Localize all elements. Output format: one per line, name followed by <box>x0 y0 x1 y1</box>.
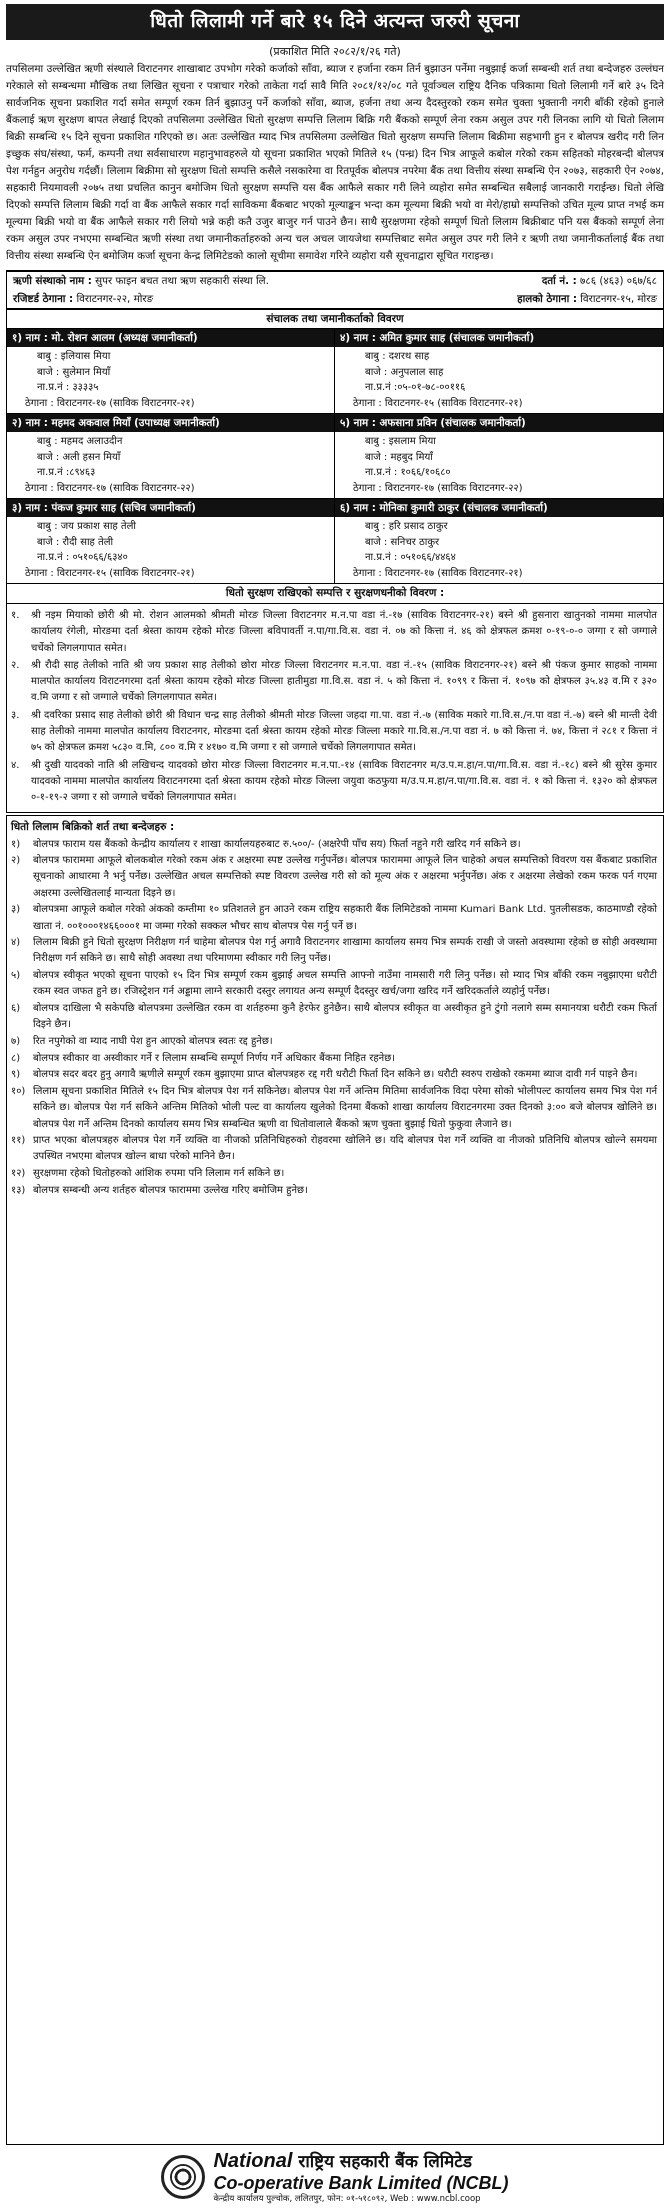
property-item-text: श्री रौदी साह तेलीको नाति श्री जय प्रकाश साह तेलीको छोरा मोरङ जिल्ला विराटनगर म.न.पा. वडा नं.-१५ (साविक विराटनगर-२१) बस्ने श्री पंकज कुमार साहको नाममा मालपोत कार्यालय विराटनगरमा दर्ता श्रेस्ता कायम रहेको मोरङ जिल्ला हातीमुडा गा.वि.स. वडा नं. ५ को कित्ता नं. १०९९ र कित्ता नं. १०९७ को क्षेत्रफल ३५.४३ व.मि र ३२० व.मि जग्गा र सो जग्गाले चर्चेको लिगलगापात समेत। <box>31 659 657 704</box>
conditions-title: धितो लिलाम बिक्रिको शर्त तथा बन्देजहरु : <box>11 820 175 833</box>
member-detail: बाबु : महमद अलाउदीन <box>37 436 123 447</box>
property-section-title: धितो सुरक्षण राखिएको सम्पत्ति र सुरक्षणधनीको विवरण : <box>6 584 664 604</box>
member-detail: बाजे : अनुपलाल साह <box>365 366 444 378</box>
condition-item <box>11 1034 657 1050</box>
members-grid <box>6 329 664 584</box>
condition-item <box>11 1166 657 1182</box>
property-item <box>11 708 657 757</box>
condition-item <box>11 1183 657 1199</box>
property-item-text: श्री नइम मियाको छोरी श्री मो. रोशन आलमको श्रीमती मोरङ जिल्ला विराटनगर म.न.पा वडा नं.-१७ (साविक विराटनगर-२१) बस्ने श्री हुसनारा खातुनको नाममा मालपोत कार्यालय रंगेली, मोरङमा दर्ता श्रेस्ता कायम रहेको मोरङ जिल्ला बविपावर्ती न.पा/गा.वि.स. वडा नं. ०७ को कित्ता नं. ४६ को क्षेत्रफल क्रमश ०-१९-०-० जग्गा र सो जग्गाले चर्चेको लिगलगापात समेत। <box>31 610 657 654</box>
brand-name-en-line2: Co-operative Bank Limited (NCBL) <box>213 2173 509 2193</box>
property-item <box>11 758 657 807</box>
member-detail: ना.प्र.नं : ०५१०६६/६३४० <box>37 552 128 563</box>
member-detail: बाबु : हरि प्रसाद ठाकुर <box>365 521 448 532</box>
borrower-name-field: ऋणी संस्थाको नाम : सुपर फाइन बचत तथा ऋण सहकारी संस्था लि. <box>13 275 269 287</box>
condition-item-number: ६) <box>11 1003 21 1015</box>
member-detail: ठेगाना : विराटनगर-१७ (साविक विराटनगर-२१) <box>353 567 523 579</box>
condition-item <box>11 1084 657 1133</box>
borrower-info <box>6 272 664 309</box>
brand-name-en: National <box>213 2150 293 2172</box>
condition-item <box>11 837 657 853</box>
property-item-text: श्री दवरिका प्रसाद साह तेलीको छोरी श्री विधान चन्द्र साह तेलीको श्रीमती मोरङ जिल्ला जहदा गा.पा. वडा नं.-७ (साविक मकारे गा.वि.स./न.पा वडा नं.-७) बस्ने श्री मान्ती देवी साह तेलीको नाममा मालपोत कार्यालय विराटनगर, मोरङमा दर्ता श्रेस्ता कायम रहेको मोरङ जिल्ला मकारे गा.वि.स./न.पा वडा नं. ७ को कित्ता नं. ७४, कित्ता नं २८१ र कित्ता नं ७५ को क्षेत्रफल क्रमश ५८३० व.मि, ८०० व.मि र ४१७० व.मि जग्गा र सो जग्गाले चर्चेको लिगलगापात समेत। <box>31 709 657 754</box>
condition-item-number: ११) <box>11 1135 26 1147</box>
condition-item-text: रित नपुगेको वा म्याद नाघी पेश हुन आएको बोलपत्र स्वतः रद्द हुनेछ। <box>33 1036 273 1047</box>
member-detail: बाबु : दशरथ साह <box>365 351 430 362</box>
members-section-title: संचालक तथा जमानीकर्ताको विवरण <box>6 309 664 329</box>
property-item-number: २. <box>11 659 20 671</box>
member-detail: ठेगाना : विराटनगर-१५ (साविक विराटनगर-२१) <box>25 567 195 579</box>
bank-address: केन्द्रीय कार्यालय पुल्चोक, ललितपुर, फोन: ०१-५१८०९२, Web : www.ncbl.coop <box>213 2194 481 2204</box>
condition-item-text: बोलपत्रमा आफूले कबोल गरेको अंकको कम्तीमा १० प्रतिशतले हुन आउने रकम राष्ट्रिय सहकारी बैंक लिमिटेडको नाममा Kumari Bank Ltd. पुतलीसडक, काठमाण्डौ रहेको खाता नं. ००१०००१४६६०००१ मा जम्मा गरेको सक्कल भौचर साथ बोलपत्र पेस गर्नु पर्ने छ। <box>33 904 657 932</box>
member-detail: ठेगाना : विराटनगर-१७ (साविक विराटनगर-२२) <box>25 482 195 494</box>
condition-item-number: ३) <box>11 904 21 916</box>
member-detail: बाजे : सुलेमान मियाँ <box>37 366 111 378</box>
published-date: (प्रकाशित मिति २०८२/१/२६ गते) <box>269 45 401 58</box>
current-address-field: हालको ठेगाना : विराटनगर-१५, मोरङ <box>517 293 657 305</box>
registered-address-field: रजिष्टर्ड ठेगाना : विराटनगर-२२, मोरङ <box>13 293 154 305</box>
member-detail: बाजे : सनिचर ठाकुर <box>365 536 440 548</box>
conditions-list <box>11 837 657 1199</box>
member-name: ६) नाम : मोनिका कुमारी ठाकुर (संचालक जमानीकर्ता) <box>335 499 663 517</box>
condition-item-text: लिलाम बिक्री हुने धितो सुरक्षण निरीक्षण गर्न चाहेमा बोलपत्र पेश गर्नु अगावै विराटनगर शाखामा कार्यालय समय भित्र सम्पर्क राखी जे जस्तो अवस्थामा रहेको छ सोही अवस्थामा निरीक्षण गर्न सकिने छ। साथै सोही अवस्था तथा परिमाणमा स्वीकार गरी लिनु पर्नेछ। <box>33 937 657 965</box>
borrower-row-1 <box>7 272 663 290</box>
brand-name-np: राष्ट्रिय सहकारी बैंक लिमिटेड <box>298 2152 472 2172</box>
condition-item-text: बोलपत्र सदर बदर हुनु अगावै ऋणीले सम्पूर्ण रकम बुझाएमा प्राप्त बोलपत्रहरु रद्द गरी धरौटी फिर्ता दिन सकिने छ। धरौटी स्वरुप राखेको रकममा ब्याज दावी गर्न पाइने छैन। <box>33 1069 638 1081</box>
condition-item-number: ५) <box>11 970 21 982</box>
condition-item-text: बोलपत्र स्वीकार वा अस्वीकार गर्ने र लिलाम सम्बन्धि सम्पूर्ण निर्णय गर्ने अधिकार बैंकमा निहित रहनेछ। <box>33 1052 395 1064</box>
condition-item-text: बोलपत्र स्वीकृत भएको सूचना पाएको १५ दिन भित्र सम्पूर्ण रकम बुझाई अचल सम्पत्ति आफ्नो नाउँमा नामसारी गरी लिनु पर्नेछ। सो म्याद भित्र बाँकी रकम नबुझाएमा धरौटी रकम स्वत जफत हुने छ। रजिस्ट्रेशन गर्न अड्डामा लाग्ने सरकारी दस्तुर लगायत अन्य सम्पूर्ण दैदस्तुर खर्च/जगा खरिद गर्ने खरिदकर्ताले व्यहोर्नु पर्नेछ। <box>33 970 657 998</box>
condition-item-number: १०) <box>11 1086 26 1098</box>
condition-item-number: २) <box>11 855 21 867</box>
condition-item-number: ७) <box>11 1036 21 1047</box>
condition-item-number: १३) <box>11 1184 26 1196</box>
member-detail: ना.प्र.नं : ३३३३५ <box>37 382 99 393</box>
member-card <box>7 329 335 414</box>
condition-item-text: सुरक्षणमा रहेको धितोहरुको आंशिक रुपमा पनि लिलाम गर्न सकिने छ। <box>33 1168 285 1180</box>
member-detail: बाजे : रौदी साह तेली <box>37 536 114 548</box>
member-name: ३) नाम : पंकज कुमार साह (सचिव जमानीकर्ता) <box>7 499 334 517</box>
member-detail: बाजे : महबुद मियाँ <box>365 451 433 463</box>
condition-item-number: ४) <box>11 937 21 949</box>
property-item <box>11 608 657 657</box>
member-detail: ठेगाना : विराटनगर-१५ (साविक विराटनगर-२१) <box>353 397 523 409</box>
condition-item-text: बोलपत्र सम्बन्धी अन्य शर्तहरु बोलपत्र फाराममा उल्लेख गरिए बमोजिम हुनेछ। <box>33 1184 308 1196</box>
member-card <box>335 329 663 414</box>
condition-item-number: १) <box>11 838 21 850</box>
condition-item-number: ८) <box>11 1052 21 1064</box>
borrower-row-2 <box>7 290 663 308</box>
condition-item <box>11 1067 657 1083</box>
condition-item-text: लिलाम सूचना प्रकाशित मितिले १५ दिन भित्र बोलपत्र पेश गर्न सकिनेछ। बोलपत्र पेश गर्ने अन्तिम मितिमा सार्वजनिक विदा परेमा सोको भोलीपल्ट कार्यालय समय भित्र पेश गर्न सकिने छ। बोलपत्र पेश गर्न सकिने अन्तिम मितिको भोली पल्ट वा कार्यालय खुलेको दिनमा बैंकको शाखा कार्यालय विराटनगरमा उक्त दिनको ३:०० बजे बोलपत्र खोलिने छ। बोलपत्र पेश गर्ने अन्तिम दिनको कार्यालय समय भित्र सम्बन्धित ऋणी वा धितोवालाले बैंकको ऋण चुक्ता बुझाई धितो फुकुवा लैजाने छ। <box>33 1086 657 1130</box>
member-detail: बाबु : इसलाम मिया <box>365 436 436 447</box>
member-card <box>7 499 335 584</box>
condition-item <box>11 902 657 934</box>
member-card <box>7 414 335 499</box>
registration-number-field: दर्ता नं. : ७८६ (४६३) ०६७/६८ <box>541 275 657 287</box>
condition-item <box>11 935 657 967</box>
member-detail: बाबु : जय प्रकाश साह तेली <box>37 521 136 532</box>
condition-item-number: ९) <box>11 1069 21 1081</box>
member-card <box>335 414 663 499</box>
property-item <box>11 658 657 707</box>
property-list <box>6 604 664 813</box>
condition-item <box>11 1051 657 1067</box>
bank-logo <box>161 2155 205 2199</box>
member-detail: ठेगाना : विराटनगर-१७ (साविक विराटनगर-२२) <box>353 482 523 494</box>
member-detail: ना.प्र.नं :८९४६३ <box>37 467 96 478</box>
member-detail: बाजे : अली हसन मियाँ <box>37 451 121 463</box>
notice-title: धितो लिलामी गर्ने बारे १५ दिने अत्यन्त जरुरी सूचना <box>6 4 664 40</box>
condition-item-number: १२) <box>11 1168 26 1180</box>
notice-intro: तपसिलमा उल्लेखित ऋणी संस्थाले विराटनगर शाखाबाट उपभोग गरेको कर्जाको साँवा, ब्याज र हर्जाना रकम तिर्न बुझाउन पर्नेमा नबुझाई कर्जा सम्बन्धी शर्त तथा बन्देजहरु उल्लंघन गरेकाले सो सम्बन्धमा मौखिक तथा लिखित सूचना र पत्राचार गरेको ताकेता गर्दा सावै मिति २०८१/१२/०८ गते पूर्वाञ्चल राष्ट्रिय दैनिक पत्रिकामा धितो लिलामी गर्ने बारे ३५ दिने सार्वजनिक सूचना प्रकाशित गर्दा समेत सम्पूर्ण रकम तिर्न बुझाउनु पर्ने कर्जाको साँवा, ब्याज, हर्जना तथा अन्य दैदस्तुरको रकम समेत चुक्ता भुक्तानी नगरी बाँकी रहेको हुनाले बैंकलाई ऋण सुरक्षण बापत लेखाई दिएको तपसिलमा उल्लेखित धितो सुरक्षण सम्पत्ति लिलाम बिक्रि गरी बैंकको सम्पूर्ण लेना रकम असुल उपर गरी लिनका लागि यो धितो लिलाम बिक्री सम्बन्धि १५ दिने सूचना प्रकाशित गरिएको छ। अतः उल्लेखित म्याद भित्र तपसिलमा उल्लेखित धितो सुरक्षण सम्पत्ति लिलाम बिक्रीमा सहभागी हुन र बोलपत्र खरीद गरी लिन इच्छुक संघ/संस्था, फर्म, कम्पनी तथा सर्वसाधारण महानुभावहरुले यो सूचना प्रकाशित भएको मितिले १५ (पन्ध्र) दिन भित्र आफूले कबोल गरेको रकम सहितको मोहरबन्दी बोलपत्र पेश गर्नहुन अनुरोध गर्दछौं। लिलाम बिक्रीमा सो सुरक्षण धितो सम्पत्ति कसैले नसकारेमा वा रितपूर्वक बोलपत्र नपरेमा बैंक तथा वित्तीय संस्था सम्बन्धि ऐन २०७३, सहकारी ऐन २०७४, सहकारी नियमावली २०७५ तथा प्रचलित कानुन बमोजिम धितो सुरक्षण सम्पत्ति यस बैंक आफैले सकार गरी लिने व्यहोरा समेत सम्बन्धित सबैलाई जानकारी गराईन्छ। धितो लेखि दिएको सम्पत्ति लिलाम बिक्री गर्दा वा बैंक आफैले सकार गर्दा साविकमा बैंकबाट भएको मूल्याङ्कन भन्दा कम मूल्यमा बिक्री भयो वा मेरो/हाम्रो सम्पत्तिको उचित मूल्य प्राप्त नभई कम मूल्यमा बिक्री भयो वा बैंक आफैले सकार गरी लियो भन्ने कही कतै उजुर बाजुर गर्न पाउने छैन। साथै सुरक्षणमा रहेको सम्पूर्ण धितो लिलाम बिक्रीबाट पनि यस बैंकको सम्पूर्ण लेना रकम असुल उपर नभएमा सम्बन्धित ऋणी संस्था तथा जमानीकर्ताहरुको अन्य चल अचल जायजेथा सम्पत्तिबाट समेत असुल उपर गरी लिने र ऋणी तथा जमानीकर्तालाई बैंक तथा वित्तीय संस्था सम्बन्धि ऐन बमोजिम कर्जा सूचना केन्द्र लिमिटेडको कालो सूचीमा समावेश गरिने व्यहोरा यसै सूचनाद्वारा सूचित गराइन्छ। <box>6 61 664 272</box>
member-detail: ना.प्र.नं :०५-०१-७८-००११६ <box>365 382 466 393</box>
member-detail: बाबु : इलियास मिया <box>37 351 111 362</box>
condition-item-text: बोलपत्र दाखिला भै सकेपछि बोलपत्रमा उल्लेखित रकम वा शर्तहरुमा कुनै हेरफेर हुनेछैन। साथै बोलपत्र स्वीकृत वा अस्वीकृत हुने टुंगो नलागे सम्म समानयत्रा धरौटी रकम फिर्ता दिइने छैन। <box>33 1003 657 1031</box>
condition-item <box>11 1133 657 1165</box>
conditions-section <box>6 815 664 2145</box>
property-item-text: श्री दुखी यादवको नाति श्री लखिचन्द यादवको छोरा मोरङ जिल्ला विराटनगर म.न.पा.-१४ (साविक विराटनगर म/उ.प.म.हा/न.पा/गा.वि.स. वडा नं.-१८) बस्ने श्री सुरेस कुमार यादवको नाममा मालपोत कार्यालय विराटनगरमा दर्ता श्रेस्ता कायम रहेको मोरङ जिल्ला जयुवा कठफुया म/उ.प.म.हा/न.पा/गा.वि.स. वडा नं. १ को कित्ता नं. १३२० को क्षेत्रफल ०-१-१९-२ जग्गा र सो जग्गाले चर्चेको लिगलगापात समेत। <box>31 759 657 804</box>
member-detail: ना.प्र.नं : १०६६/१०६८० <box>365 467 451 478</box>
bank-brand <box>213 2149 508 2205</box>
condition-item-text: बोलपत्र फाराम यस बैंकको केन्द्रीय कार्यालय र शाखा कार्यालयहरुबाट रु.५००/- (अक्षरेपी पाँच सय) फिर्ता नहुने गरी खरिद गर्न सकिने छ। <box>33 838 521 850</box>
condition-item <box>11 1001 657 1033</box>
member-name: ४) नाम : अमित कुमार साह (संचालक जमानीकर्ता) <box>335 329 663 347</box>
condition-item <box>11 853 657 902</box>
member-name: १) नाम : मो. रोशन आलम (अध्यक्ष जमानीकर्ता) <box>7 329 334 347</box>
condition-item-text: प्राप्त भएका बोलपत्रहरु बोलपत्र पेश गर्ने व्यक्ति वा नीजको प्रतिनिधिहरुको रोहवरमा खोलिने छ। यदि बोलपत्र पेश गर्ने व्यक्ति वा नीजको प्रतिनिधि बोलपत्र खोल्ने समयमा उपस्थित नभएमा बोलपत्र खोल्न बाधा परेको मानिने छैन। <box>33 1135 657 1163</box>
property-item-number: ३. <box>11 709 20 721</box>
member-name: २) नाम : महमद अकवाल मियाँ (उपाध्यक्ष जमानीकर्ता) <box>7 414 334 432</box>
condition-item-text: बोलपत्र फाराममा आफूले बोलकबोल गरेको रकम अंक र अक्षरमा स्पष्ट उल्लेख गर्नुपर्नेछ। बोलपत्र फाराममा आफूले लिन चाहेको अचल सम्पत्तिको विवरण यस बैंकबाट प्रकाशित सूचनाको आधारमा नै भर्नु पर्नेछ। उल्लेखित अचल सम्पत्तिको स्पष्ट विवरण उल्लेख गरी सो को मूल्य अंक र अक्षरमा भर्नुपर्नेछ। अंक र अक्षरमा लेखेको रकम फरक पर्न गएमा अक्षरमा उल्लेखितलाई मान्यता दिइने छ। <box>33 855 657 899</box>
footer <box>6 2145 664 2205</box>
member-name: ५) नाम : अफसाना प्रविन (संचालक जमानीकर्ता) <box>335 414 663 432</box>
member-detail: ठेगाना : विराटनगर-१७ (साविक विराटनगर-२१) <box>25 397 195 409</box>
condition-item <box>11 968 657 1000</box>
member-card <box>335 499 663 584</box>
property-item-number: ४. <box>11 759 20 771</box>
member-detail: ना.प्र.नं : ०५१०६६/४४६४ <box>365 552 456 563</box>
property-item-number: १. <box>11 610 20 621</box>
